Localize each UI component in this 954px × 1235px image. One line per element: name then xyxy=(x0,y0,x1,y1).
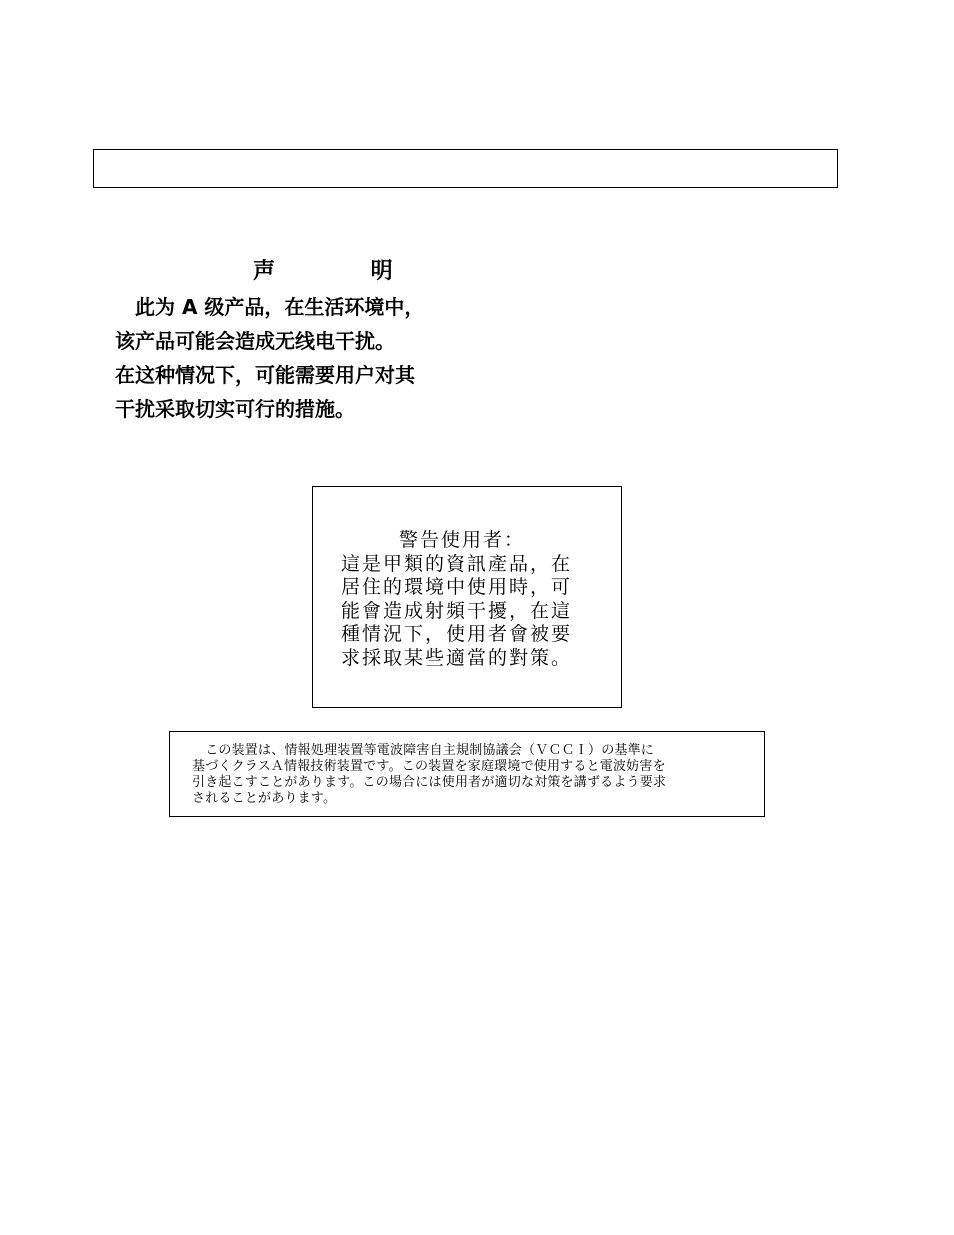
japan-notice-line: されることがあります。 xyxy=(192,791,337,806)
china-notice-line: 在这种情况下，可能需要用户对其 xyxy=(115,363,415,387)
taiwan-warning-line: 求採取某些適當的對策。 xyxy=(341,646,573,669)
china-notice-line: 此为 A 级产品，在生活环境中， xyxy=(115,295,425,319)
empty-header-box xyxy=(93,149,838,188)
china-notice-title: 声 明 xyxy=(253,259,437,284)
taiwan-warning-line: 這是甲類的資訊產品，在 xyxy=(341,552,573,575)
japan-vcci-notice-text xyxy=(192,743,750,807)
taiwan-warning-text xyxy=(341,529,593,670)
china-class-a-notice xyxy=(115,290,475,426)
china-notice-line: 干扰采取切实可行的措施。 xyxy=(115,397,355,421)
japan-notice-line: 引き起こすことがあります。この場合には使用者が適切な対策を講ずるよう要求 xyxy=(192,775,667,790)
taiwan-warning-line: 居住的環境中使用時，可 xyxy=(341,576,573,598)
china-notice-line: 该产品可能会造成无线电干扰。 xyxy=(115,329,395,353)
japan-notice-line: 基づくクラスＡ情報技術装置です。この装置を家庭環境で使用すると電波妨害を xyxy=(192,759,666,774)
taiwan-warning-line: 能會造成射頻干擾，在這 xyxy=(341,599,573,622)
taiwan-warning-box xyxy=(312,486,622,708)
japan-vcci-notice-box xyxy=(169,731,765,817)
japan-notice-line: この装置は、情報処理装置等電波障害自主規制協議会（ＶＣＣＩ）の基準に xyxy=(192,743,655,758)
taiwan-warning-heading: 警告使用者： xyxy=(399,529,526,551)
taiwan-warning-line: 種情況下，使用者會被要 xyxy=(341,623,573,645)
